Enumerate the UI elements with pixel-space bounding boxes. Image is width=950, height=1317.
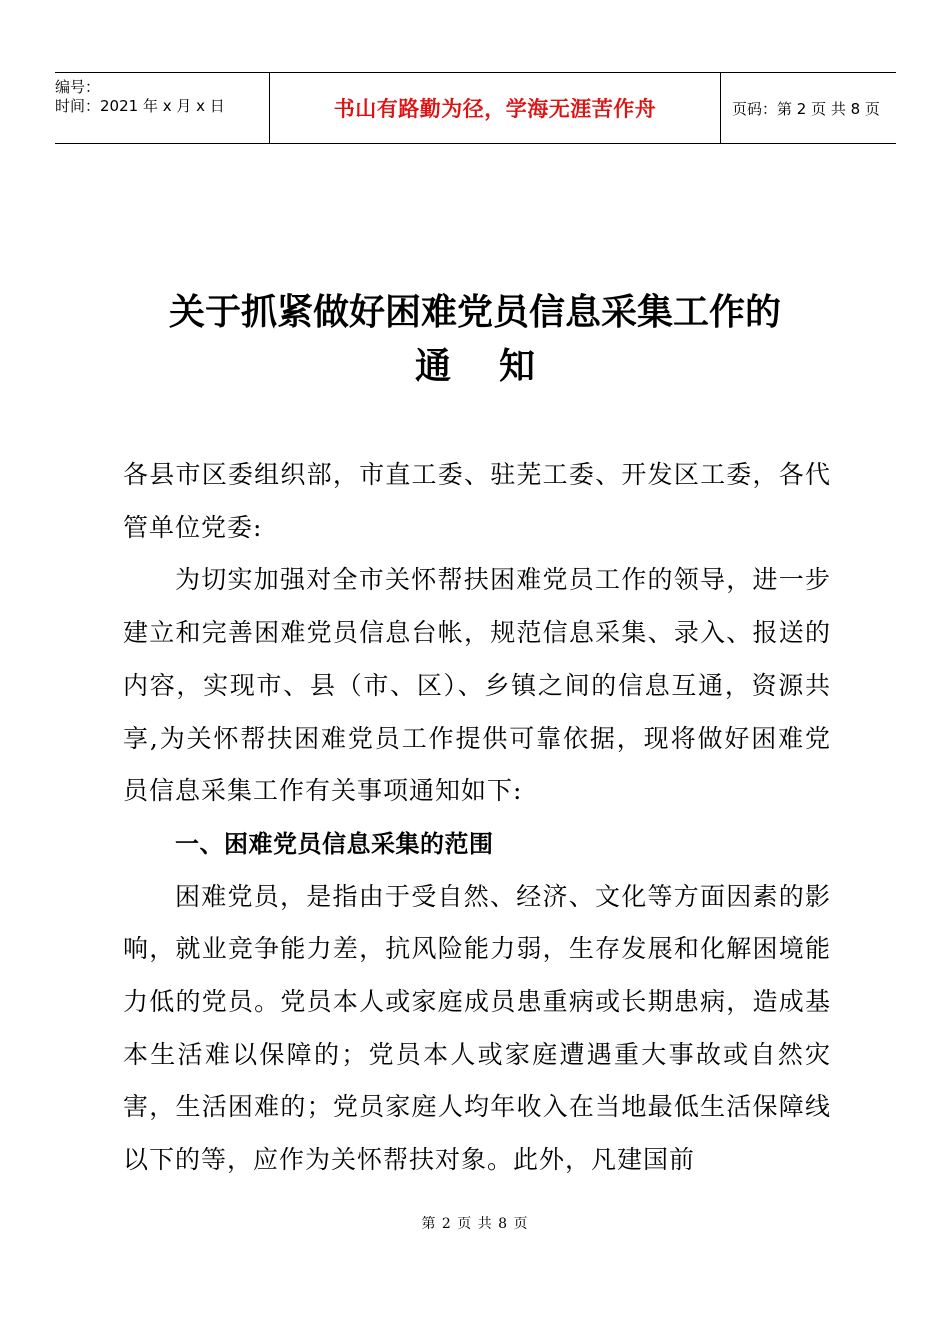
document-body [123, 449, 831, 1187]
document-time-label: 时间：2021 年 x 月 x 日 [55, 97, 225, 115]
header-meta [55, 73, 269, 143]
section-paragraph: 困难党员，是指由于受自然、经济、文化等方面因素的影响，就业竞争能力差，抗风险能力弱，生存发展和化解困境能力低的党员。党员本人或家庭成员患重病或长期患病，造成基本生活难以保障的；党员本人或家庭遭遇重大事故或自然灾害，生活困难的；党员家庭人均年收入在当地最低生活保障线以下的等，应作为关怀帮扶对象。此外，凡建国前 [123, 881, 831, 1175]
document-number-label: 编号： [55, 78, 101, 96]
salutation-paragraph: 各县市区委组织部，市直工委、驻芜工委、开发区工委，各代管单位党委: [123, 460, 831, 542]
header-page-code: 页码：第 2 页 共 8 页 [732, 99, 880, 118]
document-header [55, 72, 896, 144]
intro-paragraph: 为切实加强对全市关怀帮扶困难党员工作的领导，进一步建立和完善困难党员信息台帐，规范信息采集、录入、报送的内容，实现市、县（市、区）、乡镇之间的信息互通，资源共享,为关怀帮扶困难党员工作提供可靠依据，现将做好困难党员信息采集工作有关事项通知如下: [123, 565, 831, 806]
section-heading: 一、困难党员信息采集的范围 [175, 829, 494, 858]
page-footer: 第 2 页 共 8 页 [421, 1216, 529, 1232]
document-title-line2: 通知 [414, 346, 583, 387]
document-title-line1: 关于抓紧做好困难党员信息采集工作的 [168, 292, 781, 333]
header-motto: 书山有路勤为径，学海无涯苦作舟 [269, 73, 721, 143]
